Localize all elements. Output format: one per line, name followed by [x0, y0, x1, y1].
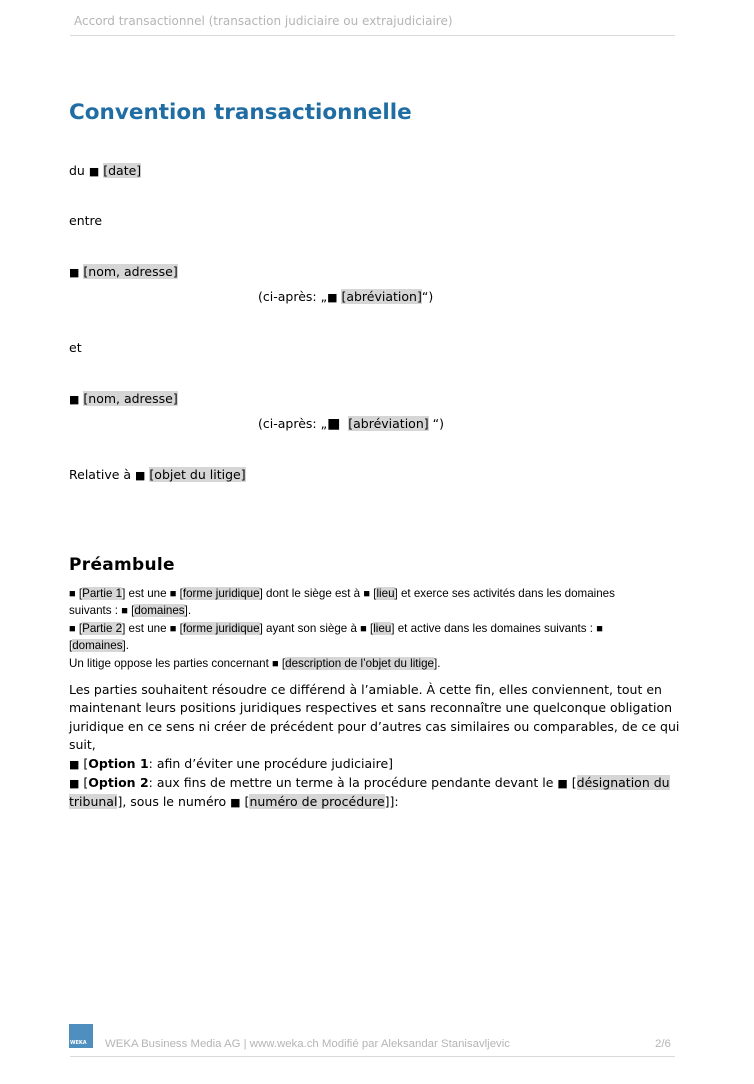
placeholder-marker-icon: ■	[69, 758, 80, 771]
text-run: ] est une	[122, 622, 170, 635]
entre-label: entre	[69, 213, 103, 228]
description-placeholder[interactable]: description de l’objet du litige	[285, 657, 435, 670]
lieu-placeholder[interactable]: lieu	[376, 587, 395, 600]
party2-line	[69, 391, 178, 406]
tribunal-placeholder-cont[interactable]: tribunal	[69, 794, 118, 809]
preamble-paragraph-line-1: Les parties souhaitent résoudre ce différend à l’amiable. À cette fin, elles conviennent, tout en	[69, 682, 662, 697]
preamble-line-3: ■ [Partie 2] est une ■ [forme juridique] ayant son siège à ■ [lieu] et active dans les domaines suivants : ■	[69, 622, 603, 635]
forme-juridique-placeholder[interactable]: forme juridique	[182, 587, 260, 600]
abbreviation1-placeholder[interactable]: [abréviation]	[341, 289, 422, 304]
text-run: ] et active dans les domaines suivants :	[391, 622, 597, 635]
placeholder-marker-icon: ■	[169, 623, 177, 635]
et-label: et	[69, 340, 82, 355]
placeholder-marker-icon: ■	[135, 469, 146, 482]
preamble-line-5: Un litige oppose les parties concernant ■ [description de l’objet du litige].	[69, 657, 441, 670]
party1-abbreviation-line	[258, 289, 433, 304]
forme-juridique-placeholder[interactable]: forme juridique	[182, 622, 260, 635]
placeholder-marker-icon: ■	[363, 588, 371, 600]
placeholder-marker-icon: ■	[69, 588, 76, 600]
preamble-paragraph-line-3: juridique en ce sens ni créer de précédent pour d’autres cas similaires ou comparables, de ce qui	[69, 719, 680, 734]
preamble-heading: Préambule	[69, 555, 175, 575]
placeholder-marker-icon: ■	[88, 165, 100, 178]
logo-text: WEKA	[70, 1040, 87, 1046]
placeholder-marker-icon: ■	[327, 291, 338, 304]
relative-line	[69, 467, 246, 482]
option1-text: : afin d’éviter une procédure judiciaire]	[148, 756, 394, 771]
placeholder-marker-icon: ■	[69, 393, 80, 406]
date-line	[69, 163, 141, 178]
header-divider	[70, 35, 675, 36]
text-run: Un litige oppose les parties concernant	[69, 657, 273, 670]
footer-text: WEKA Business Media AG | www.weka.ch Modifié par Aleksandar Stanisavljevic	[105, 1038, 510, 1050]
party1-line	[69, 264, 178, 279]
placeholder-marker-icon: ■	[69, 777, 80, 790]
preamble-line-4: [domaines].	[69, 639, 129, 652]
placeholder-marker-icon: ■	[327, 416, 341, 432]
text-run: ] est une	[122, 587, 170, 600]
preamble-paragraph-line-4: suit,	[69, 737, 96, 752]
party2-abbreviation-line	[258, 416, 444, 432]
preamble-paragraph-line-2: maintenant leurs positions juridiques respectives et sans reconnaître une quelconque obligation	[69, 700, 673, 715]
option2-line-2: tribunal], sous le numéro ■ [numéro de procédure]]:	[69, 794, 399, 809]
text-run: ] ayant son siège à	[259, 622, 361, 635]
placeholder-marker-icon: ■	[69, 623, 76, 635]
numero-placeholder[interactable]: numéro de procédure	[249, 794, 385, 809]
text-run: suivants :	[69, 604, 122, 617]
text-run: ] dont le siège est à	[259, 587, 364, 600]
option2-line-1: ■ [Option 2: aux fins de mettre un terme à la procédure pendante devant le ■ [désignation du	[69, 775, 670, 790]
party1-placeholder[interactable]: [nom, adresse]	[83, 264, 178, 279]
preamble-line-2: suivants : ■ [domaines].	[69, 604, 192, 617]
placeholder-marker-icon: ■	[230, 796, 241, 809]
placeholder-marker-icon: ■	[69, 266, 80, 279]
option2-text: : aux fins de mettre un terme à la procédure pendante devant le	[148, 775, 558, 790]
preamble-line-1: ■ [Partie 1] est une ■ [forme juridique] dont le siège est à ■ [lieu] et exerce ses activités dans les domaines	[69, 587, 615, 600]
ci-apres-close: “)	[421, 289, 434, 304]
lieu-placeholder[interactable]: lieu	[373, 622, 392, 635]
placeholder-marker-icon: ■	[596, 623, 603, 635]
tribunal-placeholder[interactable]: désignation du	[576, 775, 670, 790]
placeholder-marker-icon: ■	[169, 588, 177, 600]
ci-apres-label: (ci-après: „	[258, 416, 328, 431]
ci-apres-close: “)	[428, 416, 444, 431]
page-header: Accord transactionnel (transaction judiciaire ou extrajudiciaire)	[74, 14, 453, 28]
objet-placeholder[interactable]: [objet du litige]	[149, 467, 246, 482]
domaines-placeholder[interactable]: domaines	[134, 604, 185, 617]
du-label: du	[69, 163, 85, 178]
placeholder-marker-icon: ■	[360, 623, 367, 635]
text-run: ].	[122, 639, 129, 652]
partie1-placeholder[interactable]: Partie 1	[82, 587, 123, 600]
placeholder-marker-icon: ■	[121, 605, 128, 617]
placeholder-marker-icon: ■	[557, 777, 568, 790]
abbreviation2-placeholder[interactable]: [abréviation]	[348, 416, 429, 431]
domaines-placeholder[interactable]: domaines	[72, 639, 123, 652]
partie2-placeholder[interactable]: Partie 2	[82, 622, 123, 635]
placeholder-marker-icon: ■	[272, 658, 279, 670]
option2-text2: ], sous le numéro	[117, 794, 231, 809]
footer-divider	[70, 1056, 675, 1057]
relative-label: Relative à	[69, 467, 132, 482]
text-run: ] et exerce ses activités dans les domaines	[394, 587, 615, 600]
option2-label: Option 2	[88, 775, 149, 790]
option1-line: ■ [Option 1: afin d’éviter une procédure judiciaire]	[69, 756, 394, 771]
text-run: ].	[434, 657, 441, 670]
option1-label: Option 1	[88, 756, 149, 771]
date-placeholder[interactable]: [date]	[103, 163, 142, 178]
text-run: ].	[184, 604, 192, 617]
ci-apres-label: (ci-après: „	[258, 289, 328, 304]
document-title: Convention transactionnelle	[69, 100, 412, 125]
option2-end: ]]:	[384, 794, 399, 809]
party2-placeholder[interactable]: [nom, adresse]	[83, 391, 178, 406]
page-number: 2/6	[655, 1038, 671, 1050]
weka-logo	[69, 1024, 93, 1048]
